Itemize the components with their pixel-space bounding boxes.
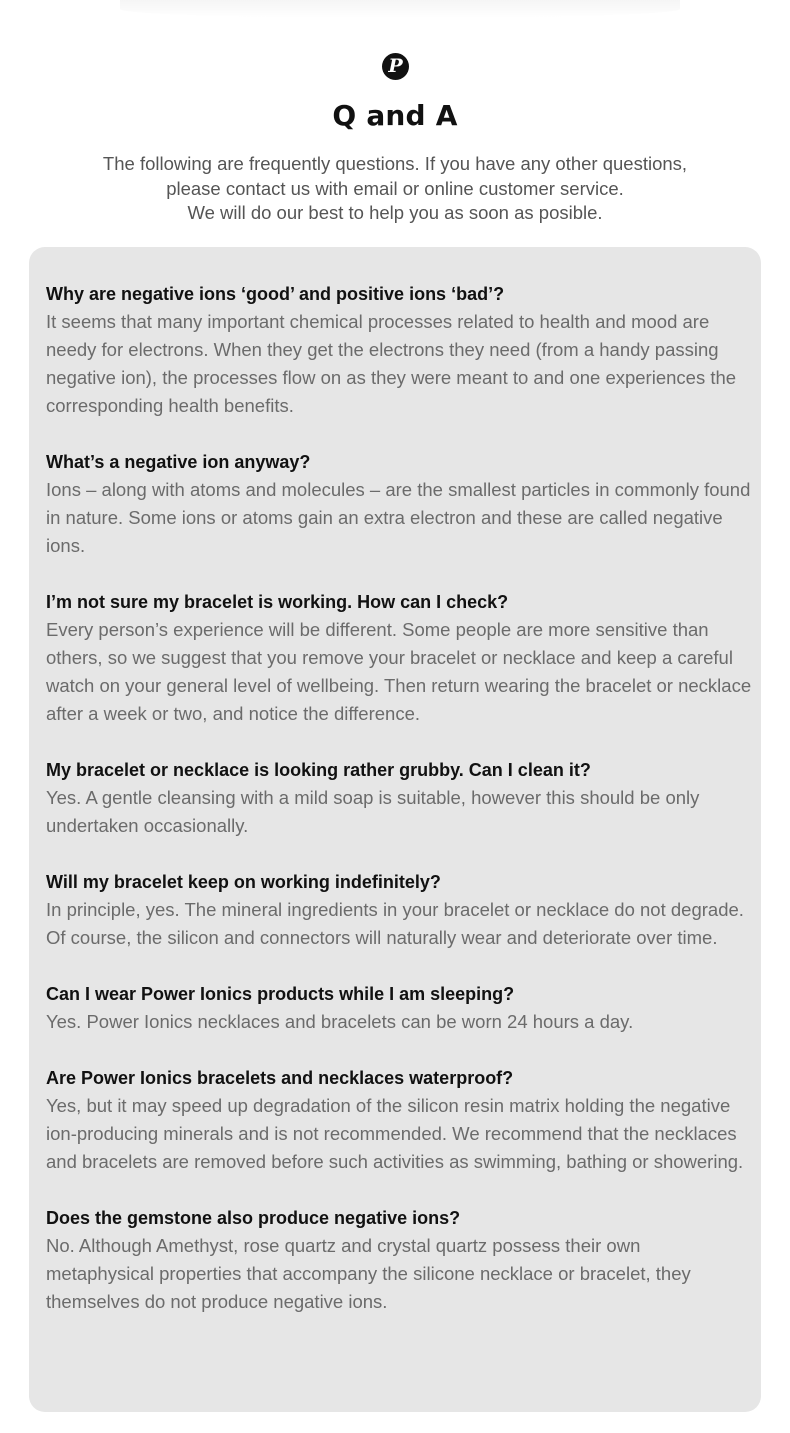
faq-answer: Yes. Power Ionics necklaces and bracelets can be worn 24 hours a day. [46, 1011, 634, 1032]
faq-item [46, 588, 753, 728]
faq-item [46, 980, 753, 1036]
faq-question: Why are negative ions ‘good’ and positive ions ‘bad’? [46, 284, 505, 304]
top-shadow [120, 0, 680, 18]
faq-answer: Yes, but it may speed up degradation of the silicon resin matrix holding the negative ion-producing minerals and is not recommended. We recommend that the necklaces and bracelets are removed before such activities as swimming, bathing or showering. [46, 1095, 744, 1172]
faq-answer: It seems that many important chemical processes related to health and mood are needy for electrons. When they get the electrons they need (from a handy passing negative ion), the processes flow on as they were meant to and one experiences the corresponding health benefits. [46, 311, 737, 416]
faq-answer: Yes. A gentle cleansing with a mild soap is suitable, however this should be only undertaken occasionally. [46, 787, 700, 836]
faq-item [46, 280, 753, 420]
faq-item [46, 1204, 753, 1316]
intro-line: please contact us with email or online customer service. [166, 177, 624, 199]
faq-answer: Ions – along with atoms and molecules – are the smallest particles in commonly found in nature. Some ions or atoms gain an extra electron and these are called negative ions. [46, 479, 751, 556]
faq-question: My bracelet or necklace is looking rather grubby. Can I clean it? [46, 760, 591, 780]
page-title: Q and A [332, 99, 458, 132]
faq-item [46, 1064, 753, 1176]
faq-question: Does the gemstone also produce negative ions? [46, 1208, 461, 1228]
faq-question: What’s a negative ion anyway? [46, 452, 311, 472]
faq-question: Will my bracelet keep on working indefinitely? [46, 872, 441, 892]
faq-item [46, 448, 753, 560]
brand-logo-icon: P [382, 53, 409, 80]
intro-line: The following are frequently questions. If you have any other questions, [102, 153, 688, 174]
faq-question: Can I wear Power Ionics products while I am sleeping? [46, 984, 515, 1004]
faq-question: I’m not sure my bracelet is working. How can I check? [46, 592, 509, 612]
faq-answer: In principle, yes. The mineral ingredients in your bracelet or necklace do not degrade. Of course, the silicon and connectors will naturally wear and deteriorate over time. [46, 899, 744, 948]
faq-question: Are Power Ionics bracelets and necklaces waterproof? [46, 1068, 514, 1088]
faq-panel [29, 247, 761, 1412]
intro-line: We will do our best to help you as soon as posible. [187, 202, 603, 223]
faq-item [46, 868, 753, 952]
faq-item [46, 756, 753, 840]
intro-text [40, 152, 750, 226]
faq-answer: No. Although Amethyst, rose quartz and crystal quartz possess their own metaphysical properties that accompany the silicone necklace or bracelet, they themselves do not produce negative ions. [46, 1235, 691, 1312]
faq-answer: Every person’s experience will be different. Some people are more sensitive than others, so we suggest that you remove your bracelet or necklace and keep a careful watch on your general level of wellbeing. Then return wearing the bracelet or necklace after a week or two, and notice the difference. [46, 619, 752, 724]
